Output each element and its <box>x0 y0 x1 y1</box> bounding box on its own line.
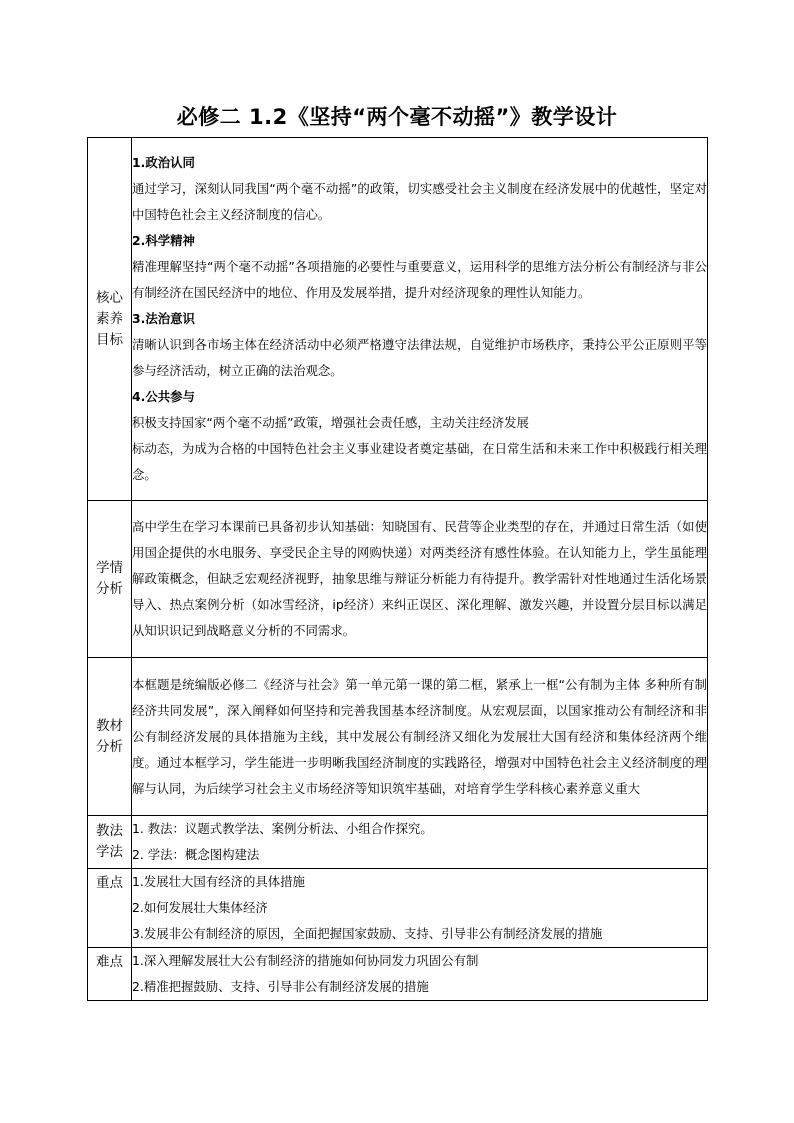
label-line: 教法 <box>96 823 123 839</box>
list-item: 2. 学法：概念图构建法 <box>132 847 260 862</box>
table-row-textbook-analysis <box>88 658 708 816</box>
list-item: 2.精准把握鼓励、支持、引导非公有制经济发展的措施 <box>132 979 429 994</box>
section-heading: 1.政治认同 <box>132 155 195 170</box>
section-heading: 3.法治意识 <box>132 311 195 326</box>
list-item: 1. 教法：议题式教学法、案例分析法、小组合作探究。 <box>132 821 433 836</box>
label-line: 分析 <box>96 581 123 597</box>
label-line: 素养 <box>96 310 123 327</box>
list-item: 1.发展壮大国有经济的具体措施 <box>132 874 305 889</box>
section-heading: 2.科学精神 <box>132 233 195 248</box>
document-title: 必修二 1.2《坚持“两个毫不动摇”》教学设计 <box>176 105 618 129</box>
list-item: 3.发展非公有制经济的原因，全面把握国家鼓励、支持、引导非公有制经济发展的措施 <box>132 926 603 941</box>
row-label-difficult-points <box>88 948 132 1001</box>
paragraph: 本框题是统编版必修二《经济与社会》第一单元第一课的第二框，紧承上一框“公有制为主体 多种所有制经济共同发展”，深入阐释如何坚持和完善我国基本经济制度。从宏观层面，以国家推动公有制经济和非公有制经济发展的具体措施为主线，其中发展公有制经济又细化为发展壮大国有经济和集体经济两个维度。通过本框学习，学生能进一步明晰我国经济制度的实践路径，增强对中国特色社会主义经济制度的理解与认同，为后续学习社会主义市场经济等知识筑牢基础，对培育学生学科核心素养意义重大 <box>132 676 707 796</box>
difficult-points-content <box>132 948 708 1001</box>
label-line: 教材 <box>96 717 123 734</box>
methods-content <box>132 816 708 869</box>
section-heading: 4.公共参与 <box>132 389 195 404</box>
label-line: 核心 <box>96 289 123 306</box>
label-line: 分析 <box>96 738 123 755</box>
core-goals-content <box>132 138 708 501</box>
row-label-core-goals <box>88 138 132 501</box>
list-item: 1.深入理解发展壮大公有制经济的措施如何协同发力巩固公有制 <box>132 953 479 968</box>
row-label-learner-analysis <box>88 501 132 658</box>
table-row-difficult-points <box>88 948 708 1001</box>
section-text: 清晰认识到各市场主体在经济活动中必须严格遵守法律法规，自觉维护市场秩序，秉持公平公正原则平等参与经济活动，树立正确的法治观念。 <box>132 337 707 378</box>
table-row-core-goals <box>88 138 708 501</box>
label-line: 重点 <box>96 875 123 891</box>
label-line: 学法 <box>96 844 123 860</box>
label-line: 目标 <box>96 331 123 348</box>
list-item: 2.如何发展壮大集体经济 <box>132 900 268 915</box>
section-text: 积极支持国家“两个毫不动摇”政策，增强社会责任感，主动关注经济发展 <box>132 415 529 430</box>
row-label-textbook-analysis <box>88 658 132 816</box>
paragraph: 高中学生在学习本课前已具备初步认知基础：知晓国有、民营等企业类型的存在，并通过日常生活（如使用国企提供的水电服务、享受民企主导的网购快递）对两类经济有感性体验。在认知能力上，学生虽能理解政策概念，但缺乏宏观经济视野，抽象思维与辩证分析能力有待提升。教学需针对性地通过生活化场景导入、热点案例分析（如冰雪经济，ip经济）来纠正误区、深化理解、激发兴趣，并设置分层目标以满足从知识识记到战略意义分析的不同需求。 <box>132 519 707 638</box>
section-text: 精准理解坚持“两个毫不动摇”各项措施的必要性与重要意义，运用科学的思维方法分析公有制经济与非公有制经济在国民经济中的地位、作用及发展举措，提升对经济现象的理性认知能力。 <box>132 259 707 300</box>
section-text: 通过学习，深刻认同我国“两个毫不动摇”的政策，切实感受社会主义制度在经济发展中的优越性，坚定对中国特色社会主义经济制度的信心。 <box>132 181 707 222</box>
row-label-methods <box>88 816 132 869</box>
section-text: 标动态，为成为合格的中国特色社会主义事业建设者奠定基础，在日常生活和未来工作中积极践行相关理念。 <box>132 441 707 482</box>
label-line: 学情 <box>96 560 123 576</box>
lesson-plan-table <box>87 137 708 1001</box>
table-row-learner-analysis <box>88 501 708 658</box>
label-line: 难点 <box>96 954 123 970</box>
table-row-methods <box>88 816 708 869</box>
learner-analysis-content <box>132 501 708 658</box>
row-label-key-points <box>88 869 132 948</box>
textbook-analysis-content <box>132 658 708 816</box>
key-points-content <box>132 869 708 948</box>
table-row-key-points <box>88 869 708 948</box>
